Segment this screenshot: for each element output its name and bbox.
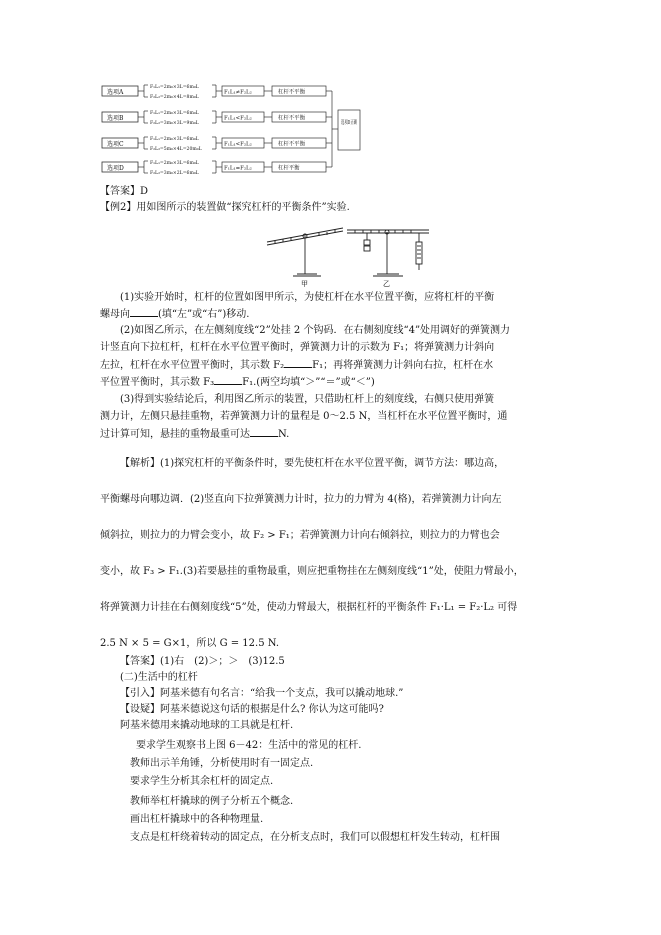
result-d: 杠杆平衡 (278, 165, 300, 172)
analysis-line-3: 倾斜拉，则拉力的力臂会变小，故 F₂ > F₁；若弹簧测力计向右倾斜拉，则拉力的力臂也会 (100, 530, 500, 541)
result-c: 杠杆不平衡 (278, 141, 305, 148)
eq2-c: F₂L₂=5m₀×4L=20m₀L (150, 147, 202, 152)
q3-line2: 测力计，左侧只悬挂重物，若弹簧测力计的量程是 0～2.5 N，当杠杆在水平位置平衡时，通 (100, 411, 508, 422)
answer-1: 【答案】D (100, 186, 149, 197)
lever-yi (347, 230, 429, 276)
eq2-d: F₂L₂=3m₀×2L=6m₀L (150, 171, 199, 176)
eq2-b: F₂L₂=3m₀×3L=9m₀L (150, 121, 199, 126)
fig-label-jia: 甲 (301, 280, 308, 288)
option-label-b: 选项B (107, 115, 124, 122)
body-line-5: 教师举杠杆撬球的例子分析五个概念. (130, 796, 294, 807)
option-label-c: 选项C (107, 141, 124, 148)
example-2-title: 【例2】用如图所示的装置做“探究杠杆的平衡条件”实验. (100, 202, 350, 213)
lever-apparatus-figure (265, 220, 445, 288)
q2-line2: 计竖直向下拉杠杆，杠杆在水平位置平衡时，弹簧测力计的示数为 F₁；将弹簧测力计斜向 (100, 342, 495, 353)
answer-2: 【答案】(1)右 (2)＞；＞ (3)12.5 (120, 656, 285, 667)
q3-text-a: 过计算可知，悬挂的重物最重可达 (100, 429, 250, 440)
body-line-6: 画出杠杆撬球中的各种物理量. (130, 814, 264, 825)
analysis-line-6: 2.5 N × 5 = G×1，所以 G = 12.5 N. (100, 638, 280, 649)
body-line-3: 教师出示羊角锤，分析使用时有一固定点. (130, 758, 314, 769)
option-label-a: 选项A (107, 89, 124, 96)
result-a: 杠杆不平衡 (278, 89, 305, 96)
q2-text-d: F₁.(两空均填“＞”“＝”或“＜”) (242, 377, 375, 388)
cmp-d: F₁L₁=F₂L₂ (224, 165, 252, 172)
q1-text-a: 螺母向 (100, 309, 130, 320)
q3-line3 (100, 426, 570, 443)
analysis-line-2: 平衡螺母向哪边调．(2)竖直向下拉弹簧测力计时，拉力的力臂为 4(格)，若弹簧测力计向左 (100, 494, 502, 505)
eq1-c: F₁L₁=2m₀×3L=6m₀L (150, 137, 199, 142)
q3-blank[interactable] (250, 426, 278, 437)
body-line-1: 阿基米德用来撬动地球的工具就是杠杆. (120, 720, 294, 731)
analysis-line-4: 变小，故 F₃ > F₁.(3)若要悬挂的重物最重，则应把重物挂在左侧刻度线“1”处，使阻力臂最小， (100, 566, 524, 577)
q2-line4 (100, 374, 570, 391)
cmp-b: F₁L₁<F₂L₂ (224, 115, 252, 122)
cmp-a: F₁L₁≠F₂L₂ (224, 89, 252, 96)
eq1-a: F₁L₁=2m₀×3L=6m₀L (150, 85, 199, 90)
fig-label-yi: 乙 (383, 280, 390, 288)
body-line-4: 要求学生分析其余杠杆的固定点. (130, 776, 274, 787)
lever-jia (267, 228, 343, 276)
q1-blank[interactable] (130, 306, 158, 317)
q2-text-b: F₁；再将弹簧测力计斜向右拉，杠杆在水 (312, 360, 494, 371)
analysis-line-1: 【解析】(1)探究杠杆的平衡条件时，要先使杠杆在水平位置平衡，调节方法：哪边高， (120, 458, 505, 469)
option-label-d: 选项D (107, 165, 124, 172)
q2-line1: (2)如图乙所示，在左侧刻度线“2”处挂 2 个钩码．在右侧刻度线“4”处用调好的弹簧测力 (120, 325, 511, 336)
q3-text-b: N. (278, 429, 290, 440)
doubt-line: 【设疑】阿基米德说这句话的根据是什么? 你认为这可能吗? (120, 704, 384, 715)
q2-blank-2[interactable] (214, 374, 242, 385)
option-flow-diagram (100, 80, 370, 180)
body-line-7: 支点是杠杆绕着转动的固定点，在分析支点时，我们可以假想杠杆发生转动，杠杆围 (130, 832, 500, 843)
q1-text-b: (填“左”或“右”)移动. (158, 309, 250, 320)
final-result: 选项D正确 (341, 120, 367, 126)
q3-line1: (3)得到实验结论后，利用图乙所示的装置，只借助杠杆上的刻度线，右侧只使用弹簧 (120, 394, 495, 405)
analysis-line-5: 将弹簧测力计挂在右侧刻度线“5”处，使动力臂最大，根据杠杆的平衡条件 F₁·L₁ = F₂·L₂ 可得 (100, 602, 518, 613)
q1-line2 (100, 306, 570, 323)
eq1-b: F₁L₁=2m₀×3L=6m₀L (150, 111, 199, 116)
cmp-c: F₁L₁<F₂L₂ (224, 141, 252, 148)
eq1-d: F₁L₁=2m₀×3L=6m₀L (150, 161, 199, 166)
body-line-2: 要求学生观察书上图 6－42：生活中的常见的杠杆. (136, 740, 362, 751)
intro-line: 【引入】阿基米德有句名言：“给我一个支点，我可以撬动地球.” (120, 688, 404, 699)
q1-line1: (1)实验开始时，杠杆的位置如图甲所示，为使杠杆在水平位置平衡，应将杠杆的平衡 (120, 292, 495, 303)
q2-text-c: 平位置平衡时，其示数 F₃ (100, 377, 215, 388)
section-title: (二)生活中的杠杆 (120, 672, 198, 683)
q2-line3 (100, 357, 570, 374)
analysis (100, 456, 570, 652)
q2-text-a: 左拉，杠杆在水平位置平衡时，其示数 F₂ (100, 360, 285, 371)
eq2-a: F₂L₂=2m₀×4L=8m₀L (150, 95, 199, 100)
result-b: 杠杆不平衡 (278, 115, 305, 122)
q2-blank-1[interactable] (284, 357, 312, 368)
